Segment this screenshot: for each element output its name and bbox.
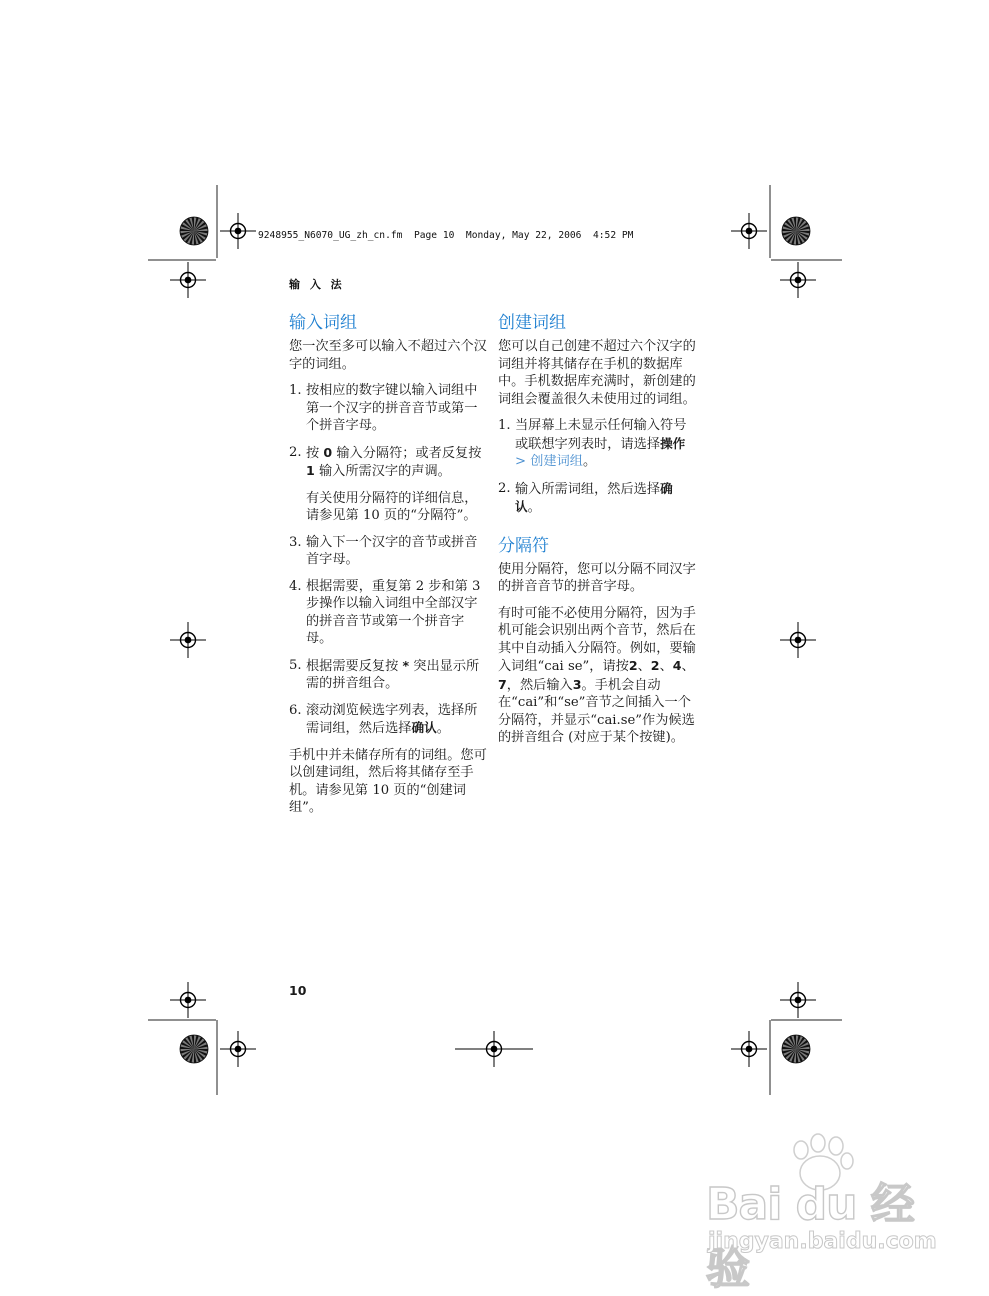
step-item: 2. 输入所需词组，然后选择确认。 — [498, 480, 673, 515]
key-label: 2 — [650, 658, 660, 673]
key-label: 0 — [323, 444, 333, 460]
registration-mark-icon — [220, 213, 256, 249]
softkey-label: 确认 — [515, 480, 673, 514]
registration-mark-icon — [170, 982, 206, 1018]
key-label: 4 — [672, 658, 682, 673]
step-item: 1. 按相应的数字键以输入词组中第一个汉字的拼音音节或第一个拼音字母。 — [289, 383, 478, 433]
right-column — [498, 312, 696, 756]
star-target-icon — [180, 217, 208, 245]
crop-lines — [148, 185, 842, 1095]
key-label: 1 — [306, 463, 315, 478]
step-item: 2. 按 0 输入分隔符；或者反复按 1 输入所需汉字的声调。 有关使用分隔符的详细信息，请参见第 10 页的“分隔符”。 — [289, 444, 487, 525]
step-item: 6. 滚动浏览候选字列表，选择所需词组，然后选择确认。 — [289, 702, 478, 736]
key-label: * — [402, 657, 410, 673]
registration-mark-icon — [170, 622, 206, 658]
intro-paragraph: 您可以自己创建不超过六个汉字的词组并将其储存在手机的数据库中。手机数据库充满时，新创建的词组会覆盖很久未使用过的词组。 — [498, 339, 696, 407]
star-target-icon — [782, 217, 810, 245]
left-column — [289, 312, 487, 826]
steps-list — [498, 417, 696, 517]
registration-mark-icon — [731, 1031, 767, 1067]
steps-list — [289, 382, 487, 738]
running-head: 输 入 法 — [289, 278, 345, 291]
registration-mark-icon — [780, 622, 816, 658]
file-header: 9248955_N6070_UG_zh_cn.fm Page 10 Monday, May 22, 2006 4:52 PM — [258, 230, 634, 241]
section-title-create-phrase: 创建词组 — [498, 313, 566, 333]
baidu-jingyan-watermark — [700, 1128, 950, 1294]
watermark-url: jingyan.baidu.com — [708, 1229, 937, 1254]
step-item: 1. 当屏幕上未显示任何输入符号或联想字列表时，请选择操作 > 创建词组。 — [498, 418, 687, 469]
registration-mark-icon — [731, 213, 767, 249]
step-item: 3. 输入下一个汉字的音节或拼音首字母。 — [289, 534, 478, 567]
key-label: 3 — [572, 676, 582, 692]
watermark-brand: Bai du 经验 — [706, 1179, 914, 1294]
star-target-icon — [180, 1035, 208, 1063]
softkey-label: 确认 — [411, 720, 437, 735]
step-item: 5. 根据需要反复按 * 突出显示所需的拼音组合。 — [289, 657, 480, 691]
intro-paragraph: 您一次至多可以输入不超过六个汉字的词组。 — [289, 339, 487, 372]
registration-mark-icon — [780, 982, 816, 1018]
separator-paragraph-1: 使用分隔符，您可以分隔不同汉字的拼音音节的拼音字母。 — [498, 561, 696, 594]
star-target-icon — [782, 1035, 810, 1063]
key-label: 2 — [628, 658, 638, 673]
registration-mark-icon — [170, 262, 206, 298]
menu-option-link[interactable]: 创建词组 — [530, 454, 583, 469]
section-title-separator: 分隔符 — [498, 535, 549, 556]
menu-separator: > — [515, 454, 531, 469]
registration-mark-icon — [220, 1031, 256, 1067]
step-note: 有关使用分隔符的详细信息，请参见第 10 页的“分隔符”。 — [306, 490, 478, 523]
registration-mark-icon — [780, 262, 816, 298]
key-label: 7 — [498, 676, 507, 692]
page-number: 10 — [289, 983, 307, 998]
outro-paragraph: 手机中并未储存所有的词组。您可以创建词组，然后将其储存至手机。请参见第 10 页的“创建词组”。 — [289, 747, 487, 815]
section-title-input-phrase: 输入词组 — [289, 313, 357, 333]
step-item: 4. 根据需要，重复第 2 步和第 3 步操作以输入词组中全部汉字的拼音音节或第一个拼音字母。 — [289, 578, 481, 646]
menu-label: 操作 — [660, 435, 686, 451]
separator-paragraph-2: 有时可能不必使用分隔符，因为手机可能会识别出两个音节，然后在其中自动插入分隔符。例如，要输入词组“cai se”，请按2、2、4、7，然后输入3。手机会自动在“cai”和“se”音节之间插入一个分隔符，并显示“cai.se”作为候选的拼音组合 (对应于某个按键)。 — [498, 605, 696, 745]
